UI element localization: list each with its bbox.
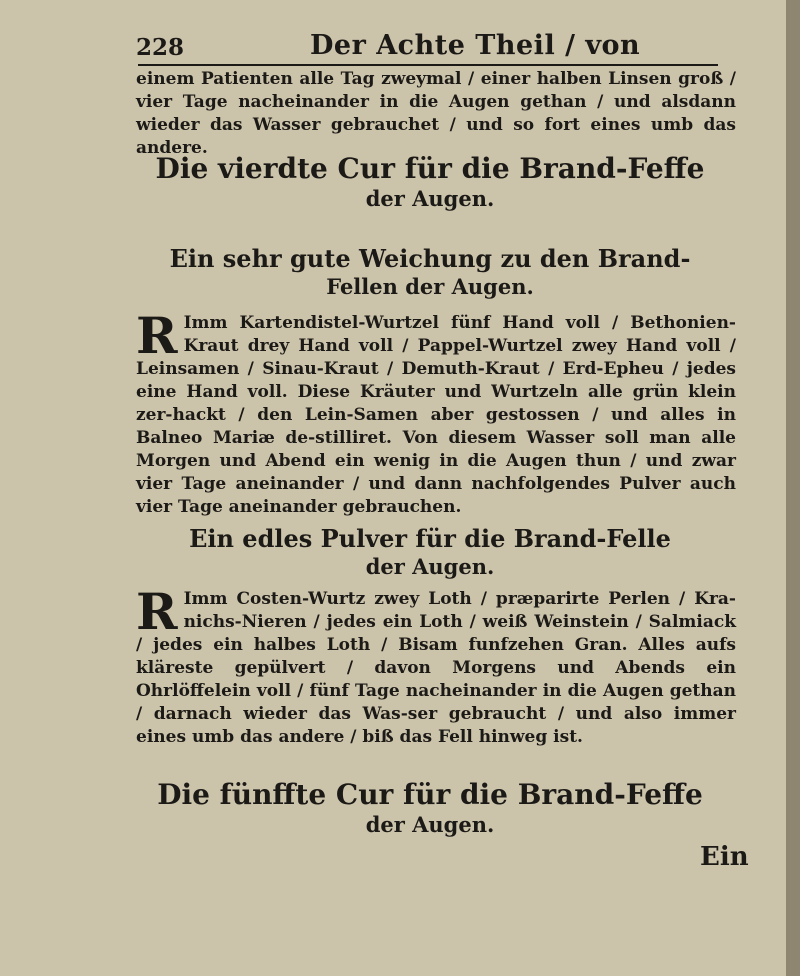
powder-title — [120, 524, 740, 580]
powder-dropcap: R — [136, 582, 178, 641]
section-4-title-line1: Die vierdte Cur für die Brand-Feffe — [155, 152, 705, 185]
powder-text: Imm Costen-Wurtz zwey Loth / præparirte Perlen / Kra-nichs-Nieren / jedes ein Loth / weiß Weinstein / Salmiack / jedes ein halbes Loth / Bisam funfzehen Gran. Alles aufs kläreste gepülvert / davon Morgens und Abends ein Ohrlöffelein voll / fünf Tage nacheinander in die Augen gethan / darnach wieder das Was-ser gebraucht / und also immer eines umb das andere / biß das Fell hinweg ist. — [136, 589, 736, 747]
powder-title-line2: der Augen. — [365, 554, 495, 579]
section-5-title — [120, 778, 740, 838]
recipe-1-dropcap: R — [136, 306, 178, 365]
section-5-title-line1: Die fünffte Cur für die Brand-Feffe — [157, 778, 703, 811]
intro-paragraph: einem Patienten alle Tag zweymal / einer halben Linsen groß / vier Tage nacheinander in die Augen gethan / und alsdann wieder das Wasser gebrauchet / und so fort eines umb das andere. — [136, 69, 736, 158]
running-head — [130, 28, 720, 64]
catchword: Ein — [700, 842, 749, 872]
recipe-1-title — [120, 244, 740, 300]
recipe-1-paragraph — [136, 306, 736, 519]
section-4-title — [120, 152, 740, 212]
recipe-1-text: Imm Kartendistel-Wurtzel fünf Hand voll / Bethonien-Kraut drey Hand voll / Pappel-Wurtzel zwey Hand voll / Leinsamen / Sinau-Kraut / Demuth-Kraut / Erd-Epheu / jedes eine Hand voll. Diese Kräuter und Wurtzeln alle grün klein zer-hackt / den Lein-Samen aber gestossen / und alles in Balneo Mariæ de-stilliret. Von diesem Wasser soll man alle Morgen und Abend ein wenig in die Augen thun / und zwar vier Tage aneinander / und dann nachfolgendes Pulver auch vier Tage aneinander gebrauchen. — [136, 313, 736, 517]
powder-title-line1: Ein edles Pulver für die Brand-Felle — [189, 524, 671, 553]
header-rule — [138, 64, 718, 66]
page-number: 228 — [136, 34, 185, 61]
recipe-1-title-line1: Ein sehr gute Weichung zu den Brand- — [169, 244, 691, 273]
page-gutter — [786, 0, 800, 976]
section-5-title-line2: der Augen. — [365, 812, 495, 837]
recipe-1-title-line2: Fellen der Augen. — [326, 274, 534, 299]
running-title: Der Achte Theil / von — [310, 30, 641, 61]
section-4-title-line2: der Augen. — [365, 186, 495, 211]
powder-paragraph — [136, 582, 736, 749]
